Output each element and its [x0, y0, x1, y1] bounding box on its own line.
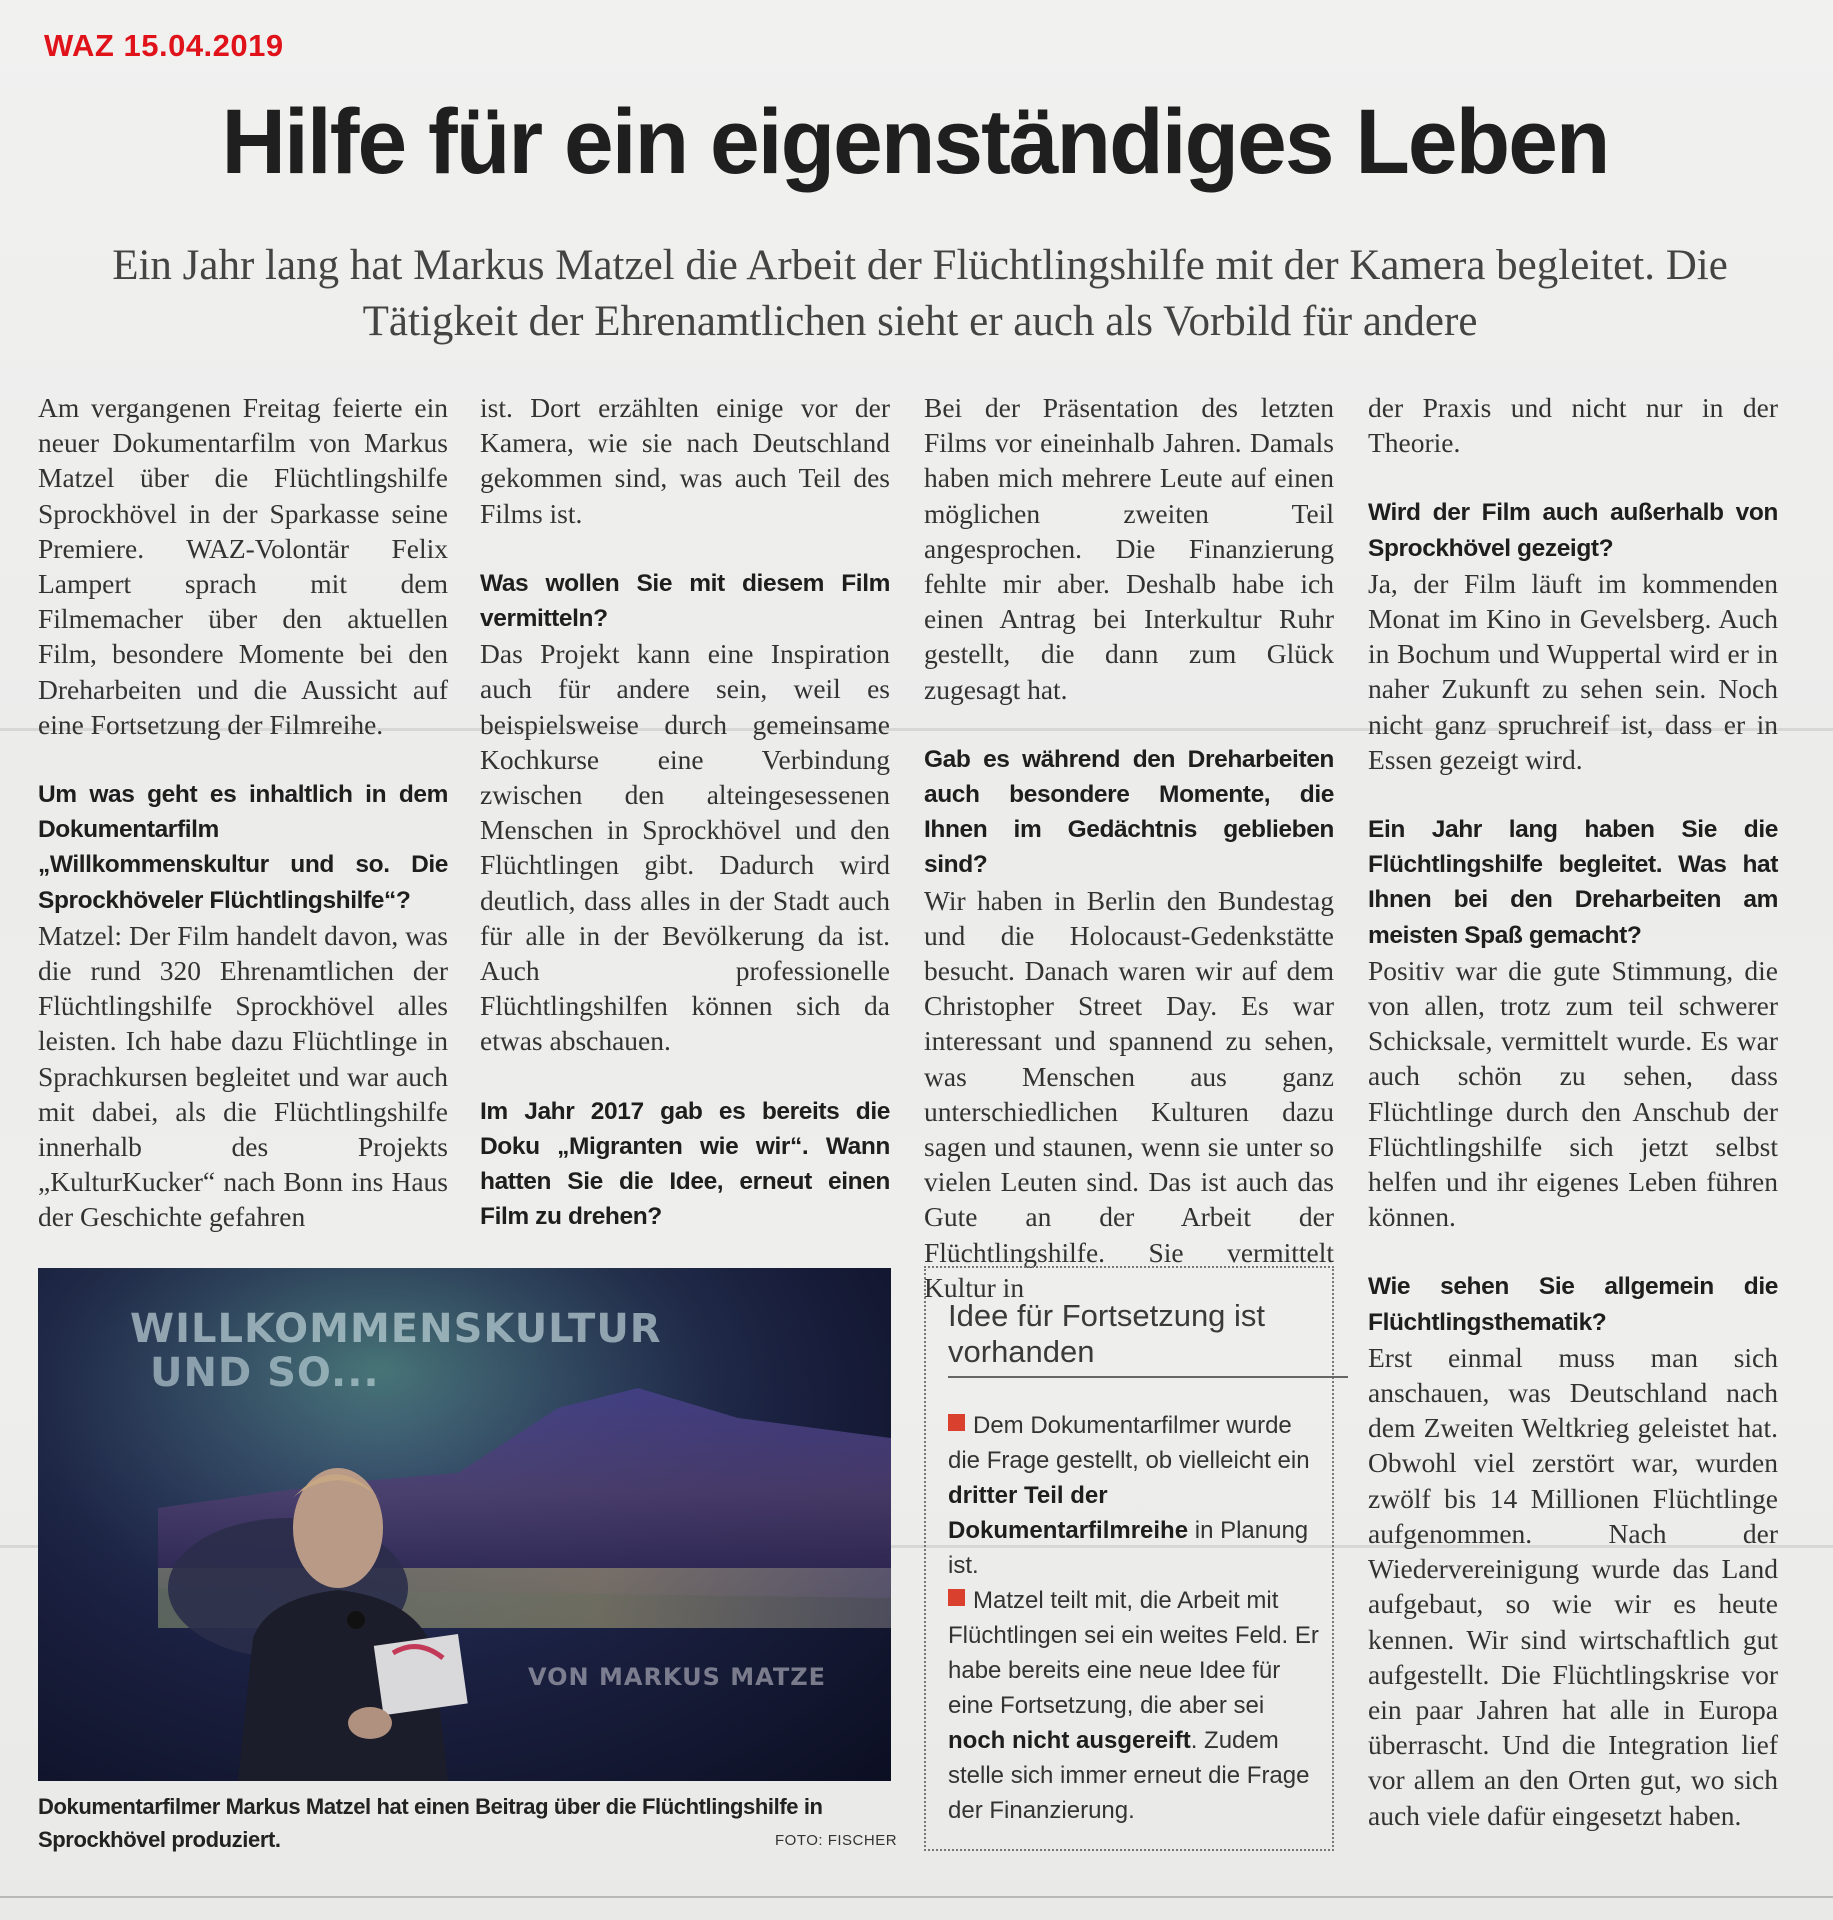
question: Wie sehen Sie allgemein die Flüchtlingsthematik?	[1368, 1273, 1778, 1336]
info-item-emphasis: dritter Teil der Dokumentarfilmreihe	[948, 1482, 1189, 1544]
square-bullet-icon	[948, 1589, 965, 1606]
info-item-text: Matzel teilt mit, die Arbeit mit Flüchtlingen sei ein weites Feld. Er habe bereits eine neue Idee für eine Fortsetzung, die aber sei	[948, 1587, 1319, 1719]
subheadline: Ein Jahr lang hat Markus Matzel die Arbeit der Flüchtlingshilfe mit der Kamera begleitet. Die Tätigkeit der Ehrenamtlichen sieht er auch als Vorbild für andere	[112, 242, 1728, 345]
info-box-rule	[948, 1376, 1348, 1378]
question: Ein Jahr lang haben Sie die Flüchtlingshilfe begleitet. Was hat Ihnen bei den Dreharbeiten am meisten Spaß gemacht?	[1368, 816, 1778, 949]
question: Im Jahr 2017 gab es bereits die Doku „Migranten wie wir“. Wann hatten Sie die Idee, erneut einen Film zu drehen?	[480, 1097, 890, 1231]
intro-paragraph: Am vergangenen Freitag feierte ein neuer Dokumentarfilm von Markus Matzel über die Flüchtlingshilfe Sprockhövel in der Sparkasse seine Premiere. WAZ-Volontär Felix Lampert sprach mit dem Filmemacher über den aktuellen Film, besondere Momente bei den Dreharbeiten und die Aussicht auf eine Fortsetzung der Filmreihe.	[38, 392, 448, 740]
info-item-text: Dem Dokumentarfilmer wurde die Frage gestellt, ob vielleicht ein	[948, 1412, 1310, 1474]
question: Gab es während den Dreharbeiten auch besondere Momente, die Ihnen im Gedächtnis geblieben sind?	[924, 745, 1334, 879]
answer: Positiv war die gute Stimmung, die von allen, trotz zum teil schwerer Schicksale, vermittelt wurde. Es war auch schön zu sehen, dass Flüchtlinge durch den Anschub der Flüchtlingshilfe sich jetzt selbst helfen und ihr eigenes Leben führen können.	[1368, 954, 1778, 1233]
info-box-title: Idee für Fortsetzung ist vorhanden	[948, 1298, 1266, 1369]
info-item-emphasis: noch nicht ausgereift	[948, 1727, 1191, 1754]
question: Was wollen Sie mit diesem Film vermitteln?	[480, 569, 890, 633]
screen-title-line1: WILLKOMMENSKULTUR	[130, 1306, 662, 1352]
info-item-text: . Zudem stelle sich immer erneut die Frage der Finanzierung.	[948, 1727, 1310, 1824]
square-bullet-icon	[948, 1414, 965, 1431]
info-box	[924, 1266, 1334, 1851]
answer: Wir haben in Berlin den Bundestag und die Holocaust-Gedenkstätte besucht. Danach waren wir auf dem Christopher Street Day. Es war interessant und spannend zu sehen, was Menschen aus ganz unterschiedlichen Kulturen dazu sagen und staunen, wenn sie unter so vielen Leuten sind. Das ist auch das Gute an der Arbeit der Flüchtlingshilfe. Sie vermittelt Kultur in	[924, 884, 1334, 1303]
photo-credit: FOTO: FISCHER	[775, 1832, 898, 1849]
date-stamp: WAZ 15.04.2019	[44, 28, 284, 63]
page-bottom-rule	[0, 1896, 1833, 1898]
screen-title-line2: UND SO...	[150, 1350, 380, 1396]
question: Um was geht es inhaltlich in dem Dokumentarfilm „Willkommenskultur und so. Die Sprockhöveler Flüchtlingshilfe“?	[38, 781, 448, 914]
answer: ist. Dort erzählten einige vor der Kamera, wie sie nach Deutschland gekommen sind, was auch Teil des Films ist.	[480, 392, 890, 529]
answer: Matzel: Der Film handelt davon, was die rund 320 Ehrenamtlichen der Flüchtlingshilfe Sprockhövel alles leisten. Ich habe dazu Flüchtlinge in Sprachkursen begleitet und war auch mit dabei, als die Flüchtlingshilfe innerhalb des Projekts „KulturKucker“ nach Bonn ins Haus der Geschichte gefahren	[38, 919, 448, 1233]
column-4	[1368, 390, 1778, 1833]
column-3	[924, 390, 1334, 1305]
info-item	[948, 1583, 1323, 1828]
photo-caption: Dokumentarfilmer Markus Matzel hat einen Beitrag über die Flüchtlingshilfe in Sprockhövel produziert.	[38, 1794, 823, 1852]
info-item	[948, 1408, 1323, 1583]
answer: Ja, der Film läuft im kommenden Monat im Kino in Gevelsberg. Auch in Bochum und Wuppertal wird er in naher Zukunft zu sehen sein. Noch nicht ganz spruchreif ist, dass er in Essen gezeigt wird.	[1368, 567, 1778, 775]
question: Wird der Film auch außerhalb von Sprockhövel gezeigt?	[1368, 499, 1778, 562]
column-2	[480, 390, 890, 1234]
answer: Bei der Präsentation des letzten Films vor eineinhalb Jahren. Damals haben mich mehrere Leute auf einen möglichen zweiten Teil angesprochen. Die Finanzierung fehlte mir aber. Deshalb habe ich einen Antrag bei Interkultur Ruhr gestellt, die dann zum Glück zugesagt hat.	[924, 392, 1334, 705]
answer: Erst einmal muss man sich anschauen, was Deutschland nach dem Zweiten Weltkrieg geleistet hat. Obwohl viel zerstört war, wurden zwölf bis 14 Millionen Flüchtlinge aufgenommen. Nach der Wiedervereinigung wurde das Land aufgebaut, so wie wir es heute kennen. Wir sind wirtschaftlich gut aufgestellt. Die Flüchtlingskrise vor ein paar Jahren hat alle in Europa überrascht. Und die Integration lief vor allem an den Orten gut, wo sich auch viele dafür eingesetzt haben.	[1368, 1341, 1778, 1831]
screen-credit: VON MARKUS MATZE	[528, 1663, 826, 1691]
headline: Hilfe für ein eigenständiges Leben	[221, 91, 1609, 193]
column-1	[38, 390, 448, 1235]
article-photo	[38, 1268, 891, 1781]
answer: der Praxis und nicht nur in der Theorie.	[1368, 392, 1778, 459]
answer: Das Projekt kann eine Inspiration auch für andere sein, weil es beispielsweise durch gemeinsame Kochkurse eine Verbindung zwischen den alteingesessenen Menschen in Sprockhövel und den Flüchtlingen gibt. Dadurch wird deutlich, dass alles in der Stadt auch für alle in der Bevölkerung da ist. Auch professionelle Flüchtlingshilfen können sich da etwas abschauen.	[480, 638, 890, 1057]
info-item-text: in Planung ist.	[948, 1517, 1309, 1579]
